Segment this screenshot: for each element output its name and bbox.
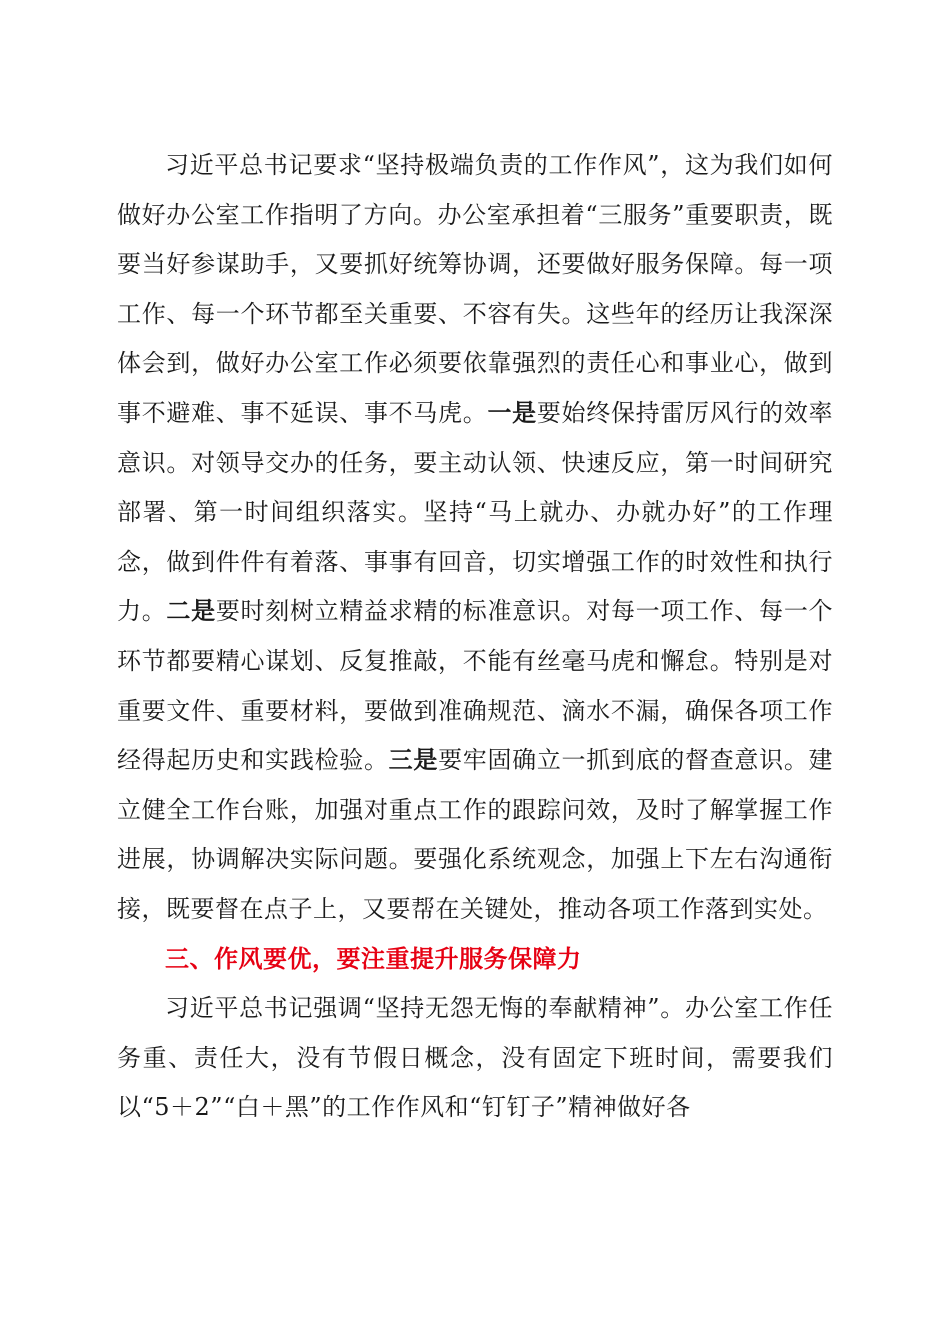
paragraph-text: 习近平总书记要求“坚持极端负责的工作作风”，这为我们如何做好办公室工作指明了方向。办公室承担着“三服务”重要职责，既要当好参谋助手，又要抓好统筹协调，还要做好服务保障。每一项工作、每一个环节都至关重要、不容有失。这些年的经历让我深深体会到，做好办公室工作必须要依靠强烈的责任心和事业心，做到事不避难、事不延误、事不马虎。: [117, 151, 833, 427]
document-body: [117, 141, 833, 1133]
key-point-marker: 三是: [388, 746, 439, 775]
section-heading: 三、作风要优，要注重提升服务保障力: [165, 944, 582, 973]
key-point-marker: 一是: [487, 398, 537, 427]
paragraph-text: 要始终保持雷厉风行的效率意识。对领导交办的任务，要主动认领、快速反应，第一时间研究部署、第一时间组织落实。坚持“马上就办、办就办好”的工作理念，做到件件有着落、事事有回音，切实增强工作的时效性和执行力。: [117, 398, 834, 626]
key-point-marker: 二是: [166, 597, 216, 626]
body-paragraph: [117, 141, 833, 935]
paragraph-text: 要时刻树立精益求精的标准意识。对每一项工作、每一个环节都要精心谋划、反复推敲，不能有丝毫马虎和懈怠。特别是对重要文件、重要材料，要做到准确规范、滴水不漏，确保各项工作经得起历史和实践检验。: [117, 597, 834, 775]
body-paragraph: 习近平总书记强调“坚持无怨无悔的奉献精神”。办公室工作任务重、责任大，没有节假日概念，没有固定下班时间，需要我们以“5＋2”“白＋黑”的工作作风和“钉钉子”精神做好各: [117, 994, 833, 1122]
paragraph-text: 要牢固确立一抓到底的督查意识。建立健全工作台账，加强对重点工作的跟踪问效，及时了解掌握工作进展，协调解决实际问题。要强化系统观念，加强上下左右沟通衔接，既要督在点子上，又要帮在关键处，推动各项工作落到实处。: [117, 746, 834, 923]
